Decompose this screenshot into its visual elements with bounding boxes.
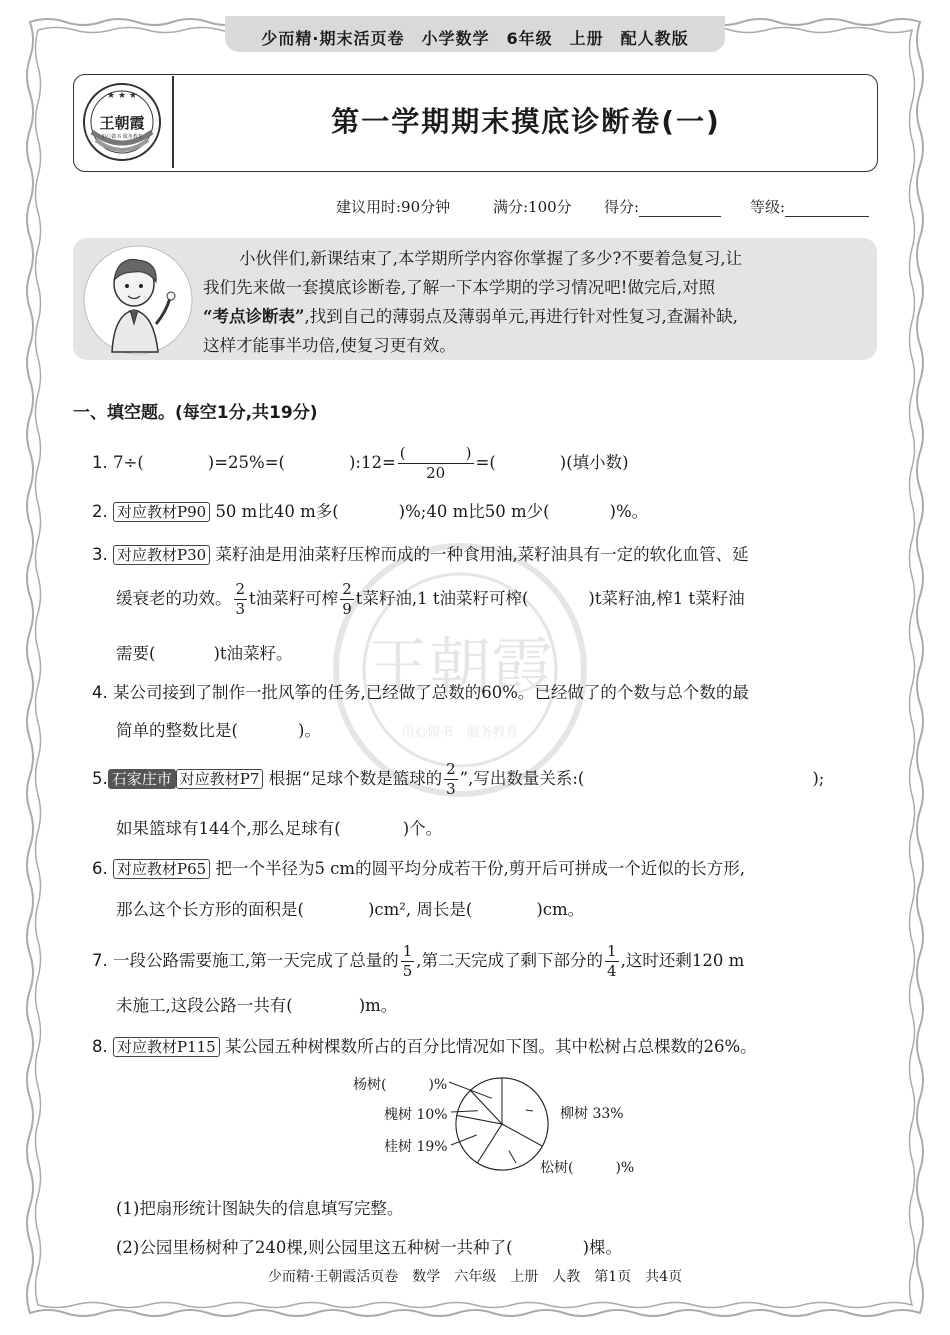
q6-number: 6. xyxy=(92,859,108,878)
q3-text-a: 缓衰老的功效。 xyxy=(116,589,232,608)
page-footer: 少而精·王朝霞活页卷 数学 六年级 上册 人教 第1页 共4页 xyxy=(267,1269,683,1285)
q8-textbook-tag: 对应教材P115 xyxy=(113,1037,220,1057)
q8-line-1: 某公园五种树棵数所占的百分比情况如下图。其中松树占总棵数的26%。 xyxy=(224,1037,757,1056)
q5-textbook-tag: 对应教材P7 xyxy=(176,769,264,789)
watermark-brand: 王朝霞 xyxy=(366,630,554,703)
grade-label: 等级: xyxy=(750,198,786,216)
q7-text-e: )m。 xyxy=(358,996,398,1015)
q1-frac-num[interactable]: ( ) xyxy=(399,444,472,462)
q8-number: 8. xyxy=(92,1037,108,1056)
intro-line-1: 小伙伴们,新课结束了,本学期所学内容你掌握了多少?不要着急复习,让 xyxy=(239,249,743,268)
q3-fraction-1: $\frac{2}{3}$ xyxy=(235,580,246,618)
q7-fraction-2: $\frac{1}{4}$ xyxy=(607,942,617,980)
logo-brand: 王朝霞 xyxy=(99,114,145,132)
q8-sub2-text-a: (2)公园里杨树种了240棵,则公园里这五种树一共种了( xyxy=(116,1238,513,1257)
q3-text-e: 需要( xyxy=(116,644,156,663)
q6-line-1: 把一个半径为5 cm的圆平均分成若干份,剪开后可拼成一个近似的长方形, xyxy=(215,859,746,878)
q1-frac-den: 20 xyxy=(426,464,446,482)
q3-text-c: t菜籽油,1 t油菜籽可榨( xyxy=(355,589,529,608)
q4-line-1: 某公司接到了制作一批风筝的任务,已经做了总数的60%。已经做了的个数与总个数的最 xyxy=(113,683,749,702)
question-8-sub-2 xyxy=(116,1234,622,1258)
q4-text-a: 简单的整数比是( xyxy=(116,721,238,740)
pie-leader-杨树 xyxy=(449,1082,492,1098)
full-score: 满分:100分 xyxy=(493,198,572,216)
q3-text-f: )t油菜籽。 xyxy=(213,644,293,663)
q3-line-1: 菜籽油是用油菜籽压榨而成的一种食用油,菜籽油具有一定的软化血管、延 xyxy=(215,545,749,564)
q7-text-a: 一段公路需要施工,第一天完成了总量的 xyxy=(113,951,399,970)
q6-text-a: 那么这个长方形的面积是( xyxy=(116,900,304,919)
q7-text-c: ,这时还剩120 m xyxy=(620,951,745,970)
q7-text-d: 未施工,这段公路一共有( xyxy=(116,996,293,1015)
pie-leader-松树 xyxy=(509,1151,516,1163)
q5-text-c: ); xyxy=(812,769,825,788)
section-1-title: 一、填空题。(每空1分,共19分) xyxy=(73,403,318,423)
q7-number: 7. xyxy=(92,951,108,970)
q5-number: 5. xyxy=(92,769,108,788)
logo-slogan: 用心做书 服务教育 xyxy=(101,134,143,140)
q5-fraction: $\frac{2}{3}$ xyxy=(446,760,456,798)
pie-label-松树[interactable]: 松树( )% xyxy=(540,1160,635,1176)
q3-number: 3. xyxy=(92,545,108,564)
q8-sub2-text-b: )棵。 xyxy=(582,1238,622,1257)
q1-text-d: =( xyxy=(475,453,496,472)
intro-line-4: 这样才能事半功倍,使复习更有效。 xyxy=(203,336,456,355)
q3-text-b: t油菜籽可榨 xyxy=(249,589,339,608)
q1-text-c: ):12= xyxy=(348,453,396,472)
q3-textbook-tag: 对应教材P30 xyxy=(113,545,210,565)
suggested-time: 建议用时:90分钟 xyxy=(336,198,451,216)
q5-text-b: ”,写出数量关系:( xyxy=(459,769,585,788)
q7-fraction-1: $\frac{1}{5}$ xyxy=(402,942,413,980)
q4-text-b: )。 xyxy=(297,721,321,740)
pie-leader-柳树 xyxy=(526,1110,533,1111)
pie-label-柳树: 柳树 33% xyxy=(560,1106,624,1122)
q1-number: 1. xyxy=(92,453,108,472)
q6-text-b: )cm², 周长是( xyxy=(367,900,473,919)
q1-text-b: )=25%=( xyxy=(207,453,285,472)
pie-label-槐树: 槐树 10% xyxy=(384,1107,448,1123)
series-header: 少而精·期末活页卷 小学数学 6年级 上册 配人教版 xyxy=(261,29,689,48)
q5-city-tag: 石家庄市 xyxy=(108,769,176,789)
pie-leader-槐树 xyxy=(451,1111,478,1112)
q6-textbook-tag: 对应教材P65 xyxy=(113,859,210,879)
q1-text-e: )(填小数) xyxy=(559,453,629,472)
q3-fraction-2: $\frac{2}{9}$ xyxy=(342,580,352,618)
q7-text-b: ,第二天完成了剩下部分的 xyxy=(416,951,604,970)
intro-line-2: 我们先来做一套摸底诊断卷,了解一下本学期的学习情况吧!做完后,对照 xyxy=(203,278,716,297)
q6-text-c: )cm。 xyxy=(536,900,585,919)
q3-text-d: )t菜籽油,榨1 t菜籽油 xyxy=(588,589,745,608)
svg-text:★ ★ ★: ★ ★ ★ xyxy=(107,91,137,101)
q4-number: 4. xyxy=(92,683,108,702)
pie-leader-桂树 xyxy=(451,1135,477,1145)
pie-label-杨树[interactable]: 杨树( )% xyxy=(353,1077,448,1093)
q5-text-e: )个。 xyxy=(402,819,443,838)
page-title: 第一学期期末摸底诊断卷(一) xyxy=(331,105,721,138)
q2-textbook-tag: 对应教材P90 xyxy=(113,502,210,522)
intro-line-3: ,找到自己的薄弱点及薄弱单元,再进行针对性复习,查漏补缺, xyxy=(304,307,738,326)
intro-diagnosis-table: “考点诊断表” xyxy=(203,307,305,326)
q2-text-a: 50 m比40 m多( xyxy=(215,502,339,521)
q1-text-a: 7÷( xyxy=(113,453,144,472)
q5-text-d: 如果篮球有144个,那么足球有( xyxy=(116,819,341,838)
q5-text-a: 根据“足球个数是篮球的 xyxy=(268,769,443,788)
watermark-slogan: 用心做书 服务教育 xyxy=(401,725,519,740)
score-label: 得分: xyxy=(604,198,640,216)
q2-number: 2. xyxy=(92,502,108,521)
q2-text-b: )%;40 m比50 m少( xyxy=(398,502,550,521)
pie-label-桂树: 桂树 19% xyxy=(384,1139,448,1155)
question-8-sub-1: (1)把扇形统计图缺失的信息填写完整。 xyxy=(116,1199,404,1218)
q2-text-c: )%。 xyxy=(609,502,649,521)
